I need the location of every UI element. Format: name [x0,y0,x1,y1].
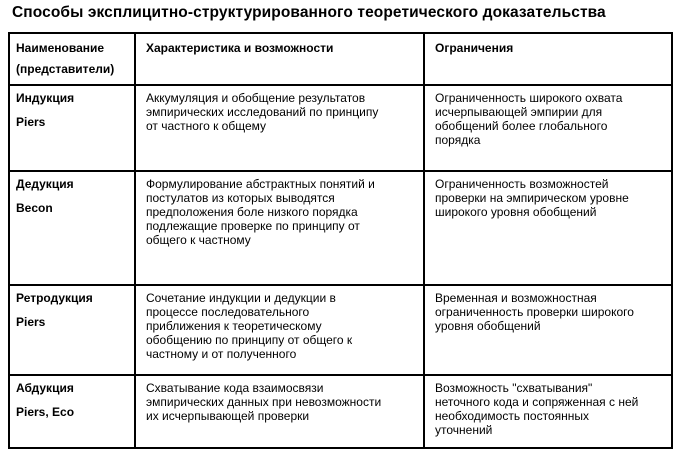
methods-table [8,32,673,449]
method-name-cell [9,375,135,448]
method-representatives: Piers [16,315,46,329]
method-name-cell [9,85,135,171]
method-name: Дедукция [16,177,74,191]
limitations-cell: Ограниченность возможностей проверки на эмпирическом уровне широкого уровня обобщений [424,171,672,285]
method-name: Абдукция [16,381,74,395]
table-row [9,285,672,375]
method-representatives: Piers [16,115,46,129]
method-name: Индукция [16,91,75,105]
header-limitations: Ограничения [424,33,672,85]
limitations-cell: Временная и возможностная ограниченность проверки широкого уровня обобщений [424,285,672,375]
document-title: Способы эксплицитно-структурированного теоретического доказательства [12,4,606,21]
table-header-row [9,33,672,85]
header-characteristic: Характеристика и возможности [135,33,424,85]
limitations-cell: Возможность "схватывания" неточного кода и сопряженная с ней необходимость постоянных уточнений [424,375,672,448]
table-row [9,171,672,285]
characteristic-cell: Формулирование абстрактных понятий и постулатов из которых выводятся предположения боле низкого порядка подлежащие проверке по принципу от общего к частному [135,171,424,285]
method-representatives: Becon [16,201,53,215]
method-name: Ретродукция [16,291,93,305]
method-name-cell [9,171,135,285]
characteristic-cell: Аккумуляция и обобщение результатов эмпирических исследований по принципу от частного к общему [135,85,424,171]
characteristic-cell: Схватывание кода взаимосвязи эмпирических данных при невозможности их исчерпывающей проверки [135,375,424,448]
table-row [9,85,672,171]
header-name: Наименование (представители) [9,33,135,85]
characteristic-cell: Сочетание индукции и дедукции в процессе последовательного приближения к теоретическому обобщению по принципу от общего к частному и от полученного [135,285,424,375]
method-representatives: Piers, Eco [16,405,75,419]
table-row [9,375,672,448]
limitations-cell: Ограниченность широкого охвата исчерпывающей эмпирии для обобщений более глобального порядка [424,85,672,171]
method-name-cell [9,285,135,375]
